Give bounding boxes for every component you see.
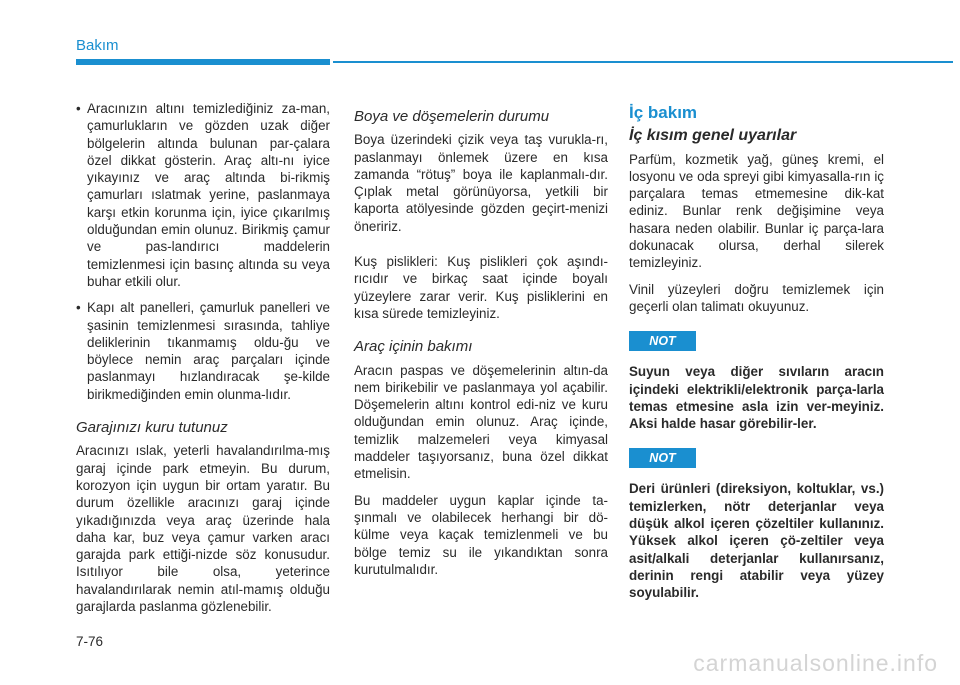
heading-garage: Garajınızı kuru tutunuz	[76, 419, 228, 437]
watermark: carmanualsonline.info	[693, 650, 938, 676]
bullet-icon: •	[76, 101, 81, 116]
list-item	[76, 100, 330, 290]
heading-interior-care: İç bakım	[629, 103, 698, 122]
column-left	[76, 100, 330, 624]
heading-paint: Boya ve döşemelerin durumu	[354, 108, 550, 125]
paragraph-paint: Boya üzerindeki çizik veya taş vurukla-rı, paslanmayı önlemek üzere en kısa zamanda “rötuş” boya ile kaplanmalı-dır. Çıplak metal görünüyorsa, yetkili bir kaporta atölyesinde gözden geçirt-menizi öneririz.	[354, 132, 608, 234]
header-rule-thick	[76, 59, 330, 65]
bullet-text: Kapı alt panelleri, çamurluk panelleri ve şasinin temizlenmesi sırasında, tahliye deliklerinin tıkanmamış oldu-ğu ve böylece nemin araç parçaları içinde paslanmayı hızlandıracak şe-kilde birikmediğinden emin olunma-lıdır.	[87, 300, 330, 402]
column-right	[629, 100, 884, 611]
paragraph-vinyl: Vinil yüzeyleri doğru temizlemek için geçerli olan talimatı okuyunuz.	[629, 281, 884, 314]
heading-interior: Araç içinin bakımı	[354, 338, 473, 356]
note-badge: NOT	[629, 448, 696, 468]
note-badge: NOT	[629, 331, 696, 351]
section-label: Bakım	[76, 37, 119, 54]
paragraph-chemicals: Parfüm, kozmetik yağ, güneş kremi, el losyonu ve oda spreyi gibi kimyasalla-rın iç parçalara temas etmemesine dik-kat ediniz. Bunlar renk değişimine veya hasara neden olabilir. Bunlar iç parça-lara dokunacak olursa, derhal silerek temizleyiniz.	[629, 151, 884, 271]
spacer	[354, 244, 608, 253]
note-text-liquids: Suyun veya diğer sıvıların aracın içindeki elektrikli/elektronik parça-larla temas etmesine asla izin ver-meyiniz. Aksi halde hasar görebilir-ler.	[629, 364, 884, 432]
paragraph-interior-1: Aracın paspas ve döşemelerinin altın-da nem birikebilir ve paslanmaya yol açabilir. Döşemelerin altını kontrol edi-niz ve kuru olduğundan emin olunuz. Araç içinde, temizlik malzemeleri veya kimyasal maddeler taşıyorsanız, buna özel dikkat etmelisin.	[354, 362, 608, 482]
paragraph-interior-2: Bu maddeler uygun kaplar içinde ta-şınmalı ve olabilecek herhangi bir dö-külme veya kaçak temizlenmeli ve bu bölge temiz su ile yıkandıktan sonra kurutulmalıdır.	[354, 492, 608, 577]
note-text-leather: Deri ürünleri (direksiyon, koltuklar, vs.) temizlerken, nötr deterjanlar veya düşük alkol içeren çözeltiler kullanınız. Yüksek alkol içeren çö-zeltiler veya asit/alkali deterjanlar kullanırsanız, derinin rengi atabilir veya yüzey soyulabilir.	[629, 481, 884, 601]
heading-interior-warnings: İç kısım genel uyarılar	[629, 127, 797, 145]
header-rule-thin	[333, 61, 953, 63]
column-middle	[354, 100, 608, 587]
page-number: 7-76	[76, 634, 104, 649]
paragraph-garage: Aracınızı ıslak, yeterli havalandırılma-mış garaj içinde park etmeyin. Bu durum, korozyon için uygun bir ortam yaratır. Bu durum özellikle aracınızı garaj içinde yıkadığınızda veya araç üzerinde hala daha kar, buz veya çamur varken aracı garajda park ettiği-nizde söz konusudur. Isıtılıyor bile olsa, yeterince havalandırılarak nemin atıl-mamış olduğu garajlarda paslanma gözlenebilir.	[76, 443, 330, 615]
bullet-icon: •	[76, 300, 81, 316]
paragraph-bird: Kuş pislikleri: Kuş pislikleri çok aşındı-rıcıdır ve birkaç saat içinde boyalı yüzeylere zarar verir. Kuş pisliklerini en kısa sürede temizleyiniz.	[354, 254, 608, 321]
list-item	[76, 299, 330, 403]
bullet-text: Aracınızın altını temizlediğiniz za-man, çamurlukların ve gözden uzak diğer bölgelerin altında bulunan par-çalara özel dikkat gösterin. Araç altı-nı iyice yıkayınız ve araç altında bi-rikmiş çamurları ıslatmak yerine, paslanmaya karşı etkin korunma için, iyice çıkarılmış olduğundan emin olunuz. Birikmiş çamur ve pas-landırıcı maddelerin temizlenmesi için basınç altında su veya buhar etkili olur.	[87, 101, 330, 289]
